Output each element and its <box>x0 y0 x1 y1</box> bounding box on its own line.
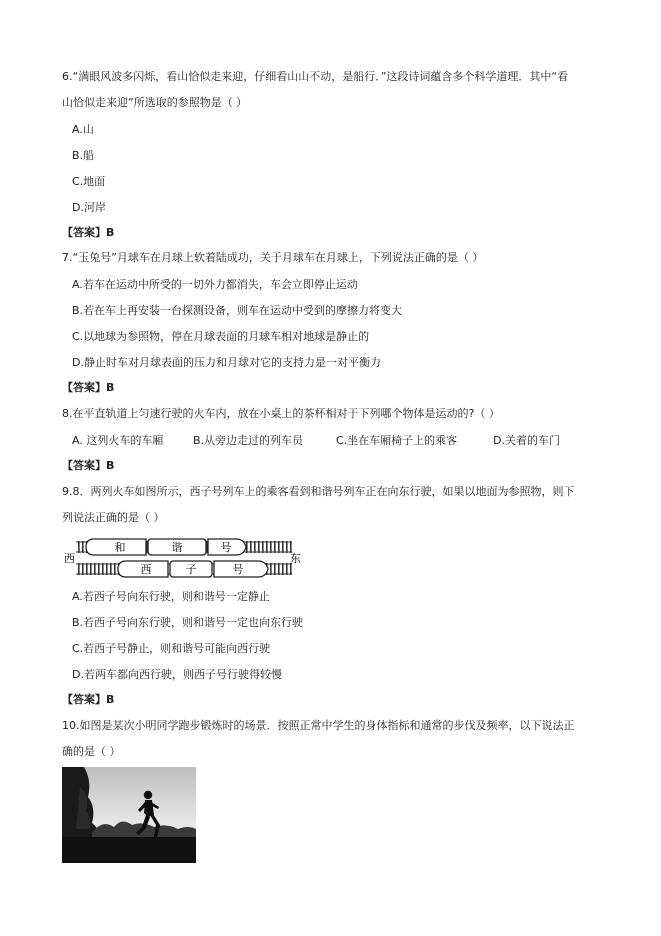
q9-answer: 【答案】B <box>62 693 115 706</box>
q9-option-b: B.若西子号向东行驶，则和谐号一定也向东行驶 <box>72 616 304 629</box>
train-xizi-car1: 西 <box>140 563 152 576</box>
train-hexie-car2: 谐 <box>171 541 183 554</box>
running-photo-svg <box>62 767 196 863</box>
train-xizi <box>118 561 268 577</box>
train-xizi-car3: 号 <box>232 563 244 576</box>
q7-stem: 7.“玉兔号”月球车在月球上软着陆成功，关于月球车在月球上，下列说法正确的是（ ） <box>62 251 484 264</box>
train-hexie-car1: 和 <box>114 541 126 554</box>
q8-answer: 【答案】B <box>62 459 115 472</box>
q10-stem-line1: 10.如图是某次小明同学跑步锻炼时的场景．按照正常中学生的身体指标和通常的步伐及频率，以下说法正 <box>62 719 575 732</box>
q8-option-d: D.关着的车门 <box>493 434 560 447</box>
q7-answer: 【答案】B <box>62 381 115 394</box>
q9-option-a: A.若西子号向东行驶，则和谐号一定静止 <box>72 590 270 603</box>
train-hexie-car3: 号 <box>220 541 232 554</box>
trains-figure-svg <box>62 535 302 581</box>
direction-west-label: 西 <box>64 552 75 565</box>
q7-option-b: B.若在车上再安装一台探测设备，则车在运动中受到的摩擦力将变大 <box>72 304 403 317</box>
train-xizi-car2: 子 <box>185 563 197 576</box>
q8-options-row <box>72 434 632 448</box>
trains-figure <box>62 535 302 581</box>
q8-stem: 8.在平直轨道上匀速行驶的火车内，放在小桌上的茶杯相对于下列哪个物体是运动的?（ ） <box>62 407 500 420</box>
q8-option-c: C.坐在车厢椅子上的乘客 <box>336 434 458 447</box>
q8-option-a: A. 这列火车的车厢 <box>72 434 164 447</box>
q7-option-c: C.以地球为参照物，停在月球表面的月球车相对地球是静止的 <box>72 330 370 343</box>
q6-option-b: B.船 <box>72 149 95 162</box>
q9-option-d: D.若两车都向西行驶，则西子号行驶得较慢 <box>72 668 282 681</box>
q9-stem-line2: 列说法正确的是（ ） <box>62 511 165 524</box>
train-hexie <box>86 539 246 555</box>
q6-option-d: D.河岸 <box>72 201 106 214</box>
q7-option-a: A.若车在运动中所受的一切外力都消失，车会立即停止运动 <box>72 278 358 291</box>
running-photo <box>62 767 196 863</box>
q8-option-b: B.从旁边走过的列车员 <box>193 434 304 447</box>
q9-option-c: C.若西子号静止，则和谐号可能向西行驶 <box>72 642 271 655</box>
q6-answer: 【答案】B <box>62 226 115 239</box>
q6-stem-line2: 山恰似走来迎”所选取的参照物是（ ） <box>62 96 248 109</box>
q7-option-d: D.静止时车对月球表面的压力和月球对它的支持力是一对平衡力 <box>72 356 381 369</box>
q10-stem-line2: 确的是（ ） <box>62 745 121 758</box>
q6-option-c: C.地面 <box>72 175 106 188</box>
q6-stem-line1: 6.“满眼风波多闪烁，看山恰似走来迎，仔细看山山不动，是船行．”这段诗词蕴含多个科学道理．其中“看 <box>62 70 569 83</box>
q6-option-a: A.山 <box>72 123 94 136</box>
q9-stem-line1: 9.8．两列火车如图所示，西子号列车上的乘客看到和谐号列车正在向东行驶，如果以地面为参照物，则下 <box>62 485 575 498</box>
direction-east-label: 东 <box>290 552 301 565</box>
